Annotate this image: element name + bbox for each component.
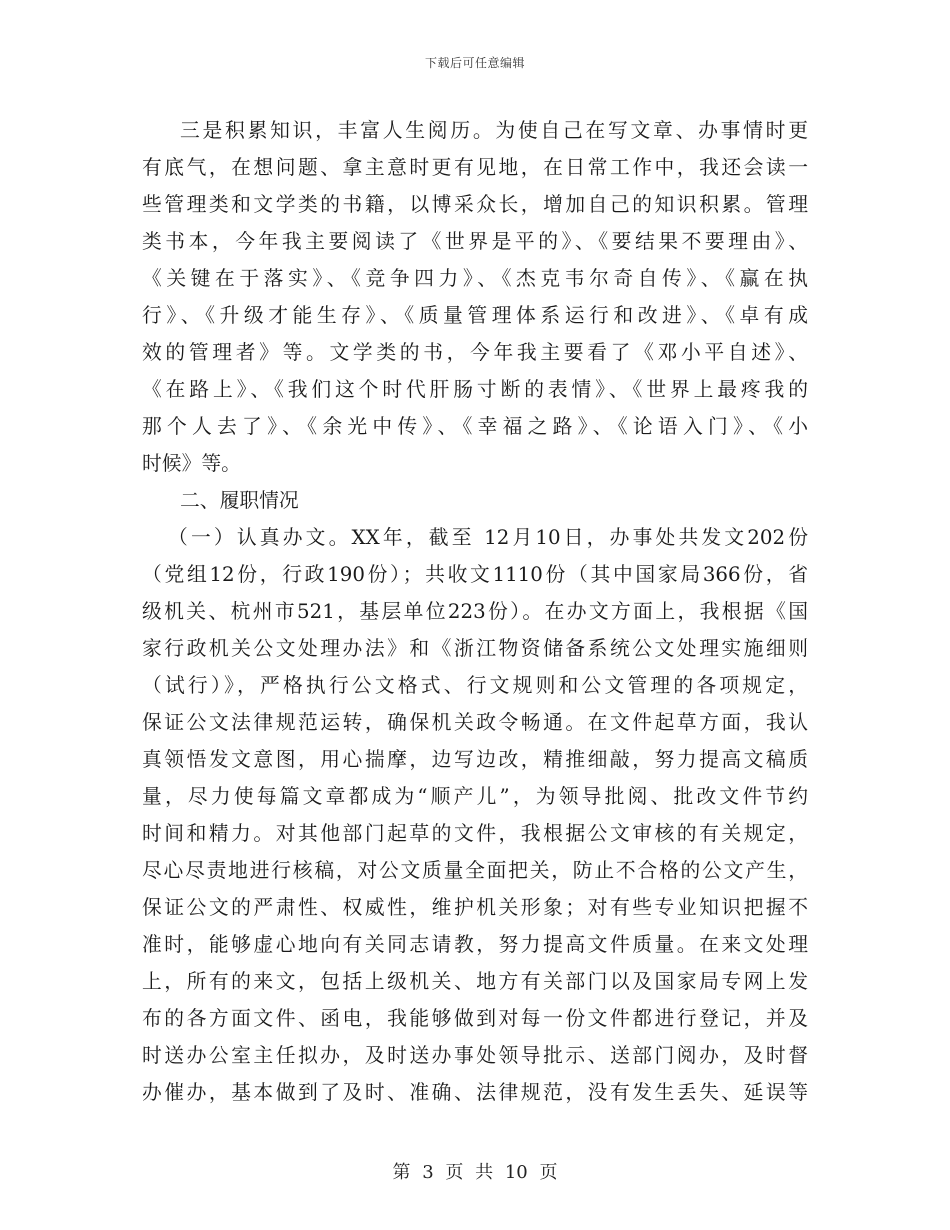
paragraph-line: 时候》等。 — [142, 452, 241, 475]
paragraph-line: （试行）》，严格执行公文格式、行文规则和公文管理的各项规定， — [142, 674, 808, 697]
paragraph-line: 办催办，基本做到了及时、准确、法律规范，没有发生丢失、延误等 — [142, 1081, 808, 1104]
paragraph-line: 类书本，今年我主要阅读了《世界是平的》、《要结果不要理由》、 — [142, 230, 808, 253]
paragraph-line: 准时，能够虚心地向有关同志请教，努力提高文件质量。在来文处理 — [142, 933, 808, 956]
paragraph-line: 尽心尽责地进行核稿，对公文质量全面把关，防止不合格的公文产生， — [142, 859, 808, 882]
paragraph-line: 上，所有的来文，包括上级机关、地方有关部门以及国家局专网上发 — [142, 970, 808, 993]
paragraph-line: 级机关、杭州市521，基层单位223份）。在办文方面上，我根据《国 — [142, 600, 808, 623]
page-header: 下载后可任意编辑 — [424, 56, 525, 70]
paragraph-line: 些管理类和文学类的书籍，以博采众长，增加自己的知识积累。管理 — [142, 193, 808, 216]
paragraph-line: （党组12份，行政190份）；共收文1110份（其中国家局366份，省 — [142, 563, 808, 586]
document-body — [142, 112, 808, 1111]
paragraph-line: 效的管理者》等。文学类的书，今年我主要看了《邓小平自述》、 — [142, 341, 808, 364]
paragraph-line: 时间和精力。对其他部门起草的文件，我根据公文审核的有关规定， — [142, 822, 808, 845]
paragraph-line: 《关键在于落实》、《竞争四力》、《杰克韦尔奇自传》、《赢在执 — [142, 267, 808, 290]
paragraph-line: 《在路上》、《我们这个时代肝肠寸断的表情》、《世界上最疼我的 — [142, 378, 808, 401]
paragraph-line: （一）认真办文。XX年，截至 12月10日，办事处共发文202份 — [168, 526, 808, 549]
paragraph-line: 三是积累知识，丰富人生阅历。为使自己在写文章、办事情时更 — [180, 119, 808, 142]
paragraph-line: 家行政机关公文处理办法》和《浙江物资储备系统公文处理实施细则 — [142, 637, 808, 660]
paragraph-line: 量，尽力使每篇文章都成为“顺产儿”，为领导批阅、批改文件节约 — [142, 785, 808, 808]
paragraph-line: 保证公文法律规范运转，确保机关政令畅通。在文件起草方面，我认 — [142, 711, 808, 734]
page-number: 第 3 页 共 10 页 — [392, 1162, 558, 1183]
paragraph-line: 布的各方面文件、函电，我能够做到对每一份文件都进行登记，并及 — [142, 1007, 808, 1030]
paragraph-line: 行》、《升级才能生存》、《质量管理体系运行和改进》、《卓有成 — [142, 304, 808, 327]
section-heading: 二、履职情况 — [180, 489, 299, 512]
paragraph-line: 真领悟发文意图，用心揣摩，边写边改，精推细敲，努力提高文稿质 — [142, 748, 808, 771]
paragraph-line: 保证公文的严肃性、权威性，维护机关形象；对有些专业知识把握不 — [142, 896, 808, 919]
paragraph-line: 时送办公室主任拟办，及时送办事处领导批示、送部门阅办，及时督 — [142, 1044, 808, 1067]
paragraph-line: 有底气，在想问题、拿主意时更有见地，在日常工作中，我还会读一 — [142, 156, 808, 179]
paragraph-line: 那个人去了》、《余光中传》、《幸福之路》、《论语入门》、《小 — [142, 415, 808, 438]
